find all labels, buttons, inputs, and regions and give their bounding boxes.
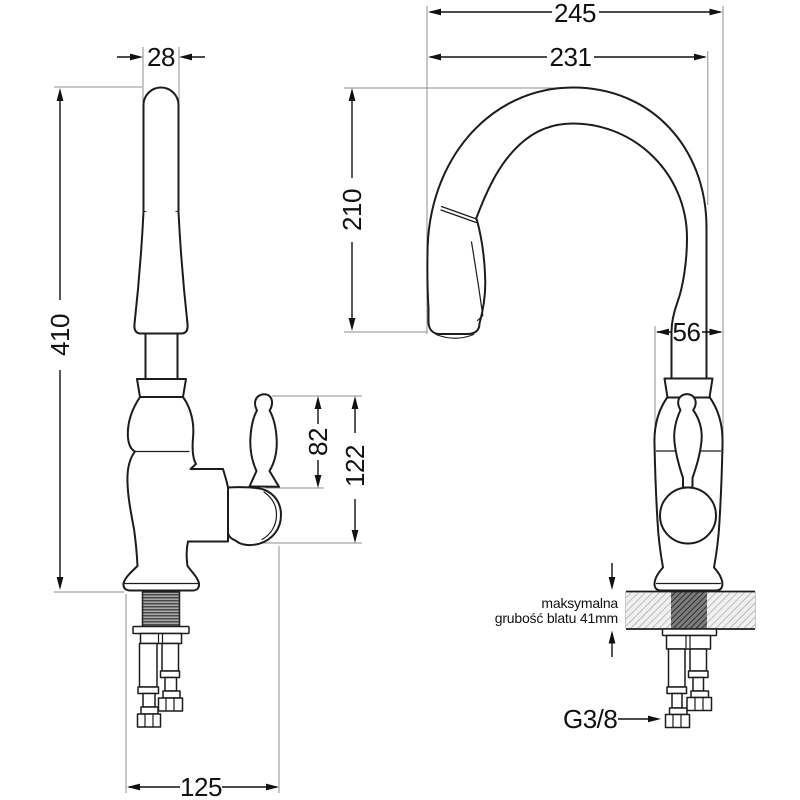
dim-handle-height-label: 82 <box>303 428 333 456</box>
mounting-flange <box>663 629 717 636</box>
dim-spout-width-label: 28 <box>147 42 175 72</box>
dim-outlet-height-label: 122 <box>340 445 370 487</box>
hose-nut <box>159 698 183 711</box>
dim-spout-reach-label: 231 <box>549 42 592 72</box>
faucet-side-view <box>123 88 281 728</box>
worktop-shank-hatch <box>671 592 707 630</box>
hose-nut <box>687 698 712 711</box>
hose-nut <box>138 714 161 727</box>
collar <box>137 379 186 397</box>
worktop-thickness-note-line2: grubość blatu 41mm <box>494 610 618 626</box>
worktop-thickness-note-line1: maksymalna <box>541 595 618 611</box>
dim-arc-height-label: 210 <box>337 189 367 231</box>
faucet-front-view <box>427 88 722 728</box>
neck <box>146 334 178 378</box>
thread-size-label: G3/8 <box>563 704 618 734</box>
threaded-shank <box>143 592 180 627</box>
spray-head-seam <box>441 207 477 223</box>
supply-hoses-front-view <box>666 636 712 728</box>
lever-handle-side <box>250 394 280 487</box>
spray-hose-tube <box>144 88 179 212</box>
dim-total-height-label: 410 <box>45 314 75 356</box>
supply-hoses-side-view <box>138 634 183 728</box>
spray-head-profile <box>134 212 187 334</box>
spout-ring-front <box>660 488 716 544</box>
spout-dome-cap <box>228 487 281 545</box>
dim-body-width-label: 56 <box>672 317 701 347</box>
faucet-body-side <box>123 397 228 591</box>
aerator-face <box>436 335 474 339</box>
dim-base-depth-label: 125 <box>180 772 222 800</box>
countertop-cross-section <box>626 592 755 630</box>
mounting-flange <box>133 627 189 634</box>
dim-total-reach-label: 245 <box>554 0 596 28</box>
hose-nut <box>666 715 690 728</box>
